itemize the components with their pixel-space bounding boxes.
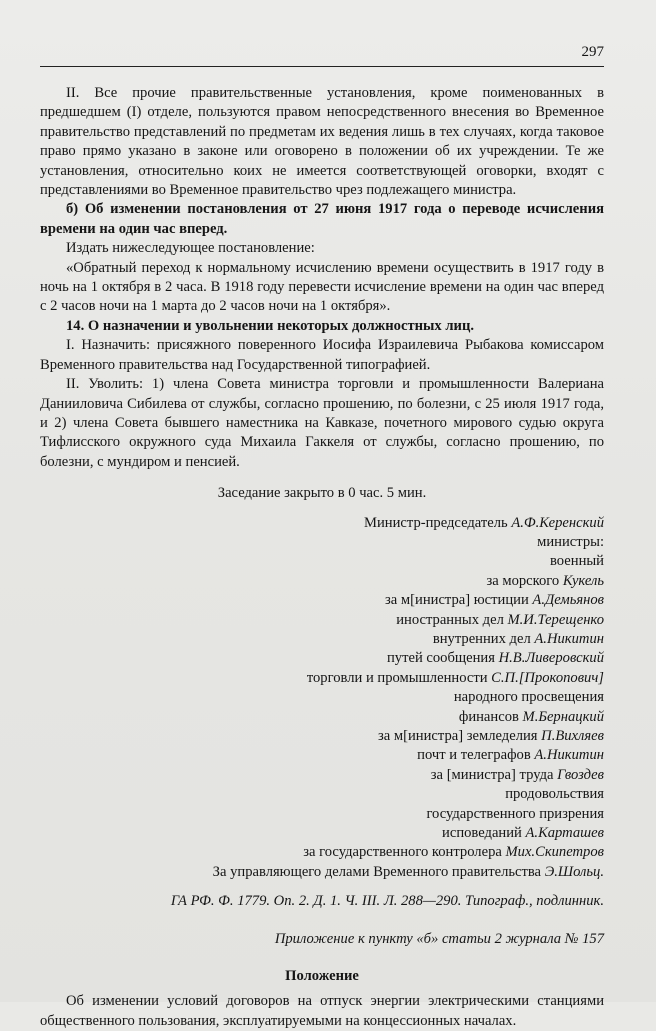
signature-block <box>40 514 604 883</box>
session-closed-line: Заседание закрыто в 0 час. 5 мин. <box>217 485 427 502</box>
signature-role: государственного призрения <box>426 805 604 822</box>
paragraph-dismiss: II. Уволить: 1) члена Совета министра торговли и промышленности Валериана Данииловича Сибилева от службы, согласно прошению, по болезни, с 25 июля 1917 года, и 2) члена Совета бывшего наместника на Кавказе, почетного мирового судью округа Тифлисского окружного суда Михаила Гаккеля от службы, согласно прошению, по болезни, с мундиром и пенсией. <box>40 376 604 470</box>
signature-name: А.Ф.Керенский <box>511 514 604 531</box>
signature-role: Министр-председатель <box>364 514 512 531</box>
signature-name: А.Карташев <box>525 825 604 842</box>
signature-role: иностранных дел <box>396 611 508 628</box>
signature-line <box>40 572 604 591</box>
signature-role: торговли и промышленности <box>306 669 492 686</box>
signature-line <box>40 708 604 727</box>
signature-role: за морского <box>486 572 563 589</box>
appendix-heading: Положение <box>285 968 359 985</box>
signature-line <box>40 766 604 785</box>
signature-line <box>40 805 604 824</box>
paragraph-resolution-intro: Издать нижеследующее постановление: <box>66 240 315 257</box>
signature-line <box>40 669 604 688</box>
signature-role: почт и телеграфов <box>417 747 535 764</box>
paragraph-appoint: I. Назначить: присяжного поверенного Иосифа Израилевича Рыбакова комиссаром Временного правительства над Государственной типографией. <box>40 337 604 373</box>
appendix-paragraph: Об изменении условий договоров на отпуск энергии электрическими станциями общественного пользования, эксплуатируемыми на концессионных началах. <box>40 993 604 1029</box>
signature-line <box>40 514 604 533</box>
signature-name: Гвоздев <box>557 766 604 783</box>
signature-line <box>40 611 604 630</box>
signature-line <box>40 843 604 862</box>
signature-name: Э.Шольц. <box>544 863 604 880</box>
signature-line <box>40 688 604 707</box>
signature-line <box>40 552 604 571</box>
signature-line <box>40 727 604 746</box>
paragraph-resolution-text: «Обратный переход к нормальному исчислению времени осуществить в 1917 году в ночь на 1 октября в 2 часа. В 1918 году перевести исчисление времени на один час вперед с 2 часов ночи на 1 марта до 2 часов ночи на 1 октября». <box>40 259 604 315</box>
signature-role: за [министра] труда <box>430 766 558 783</box>
signature-name: А.Никитин <box>534 747 604 764</box>
signature-role: народного просвещения <box>453 689 604 706</box>
signature-role: за м[инистра] земледелия <box>378 728 542 744</box>
signature-name: С.П.[Прокопович] <box>491 669 604 686</box>
signature-line <box>40 630 604 649</box>
signature-name: Н.В.Ливеровский <box>498 650 604 667</box>
page-number: 297 <box>581 44 604 60</box>
signature-role: финансов <box>458 708 523 725</box>
signature-name: М.И.Терещенко <box>507 611 604 628</box>
signature-name: Кукель <box>562 572 604 589</box>
signature-line <box>40 785 604 804</box>
signature-role: путей сообщения <box>386 650 499 667</box>
signature-role: внутренних дел <box>432 630 535 647</box>
paragraph-institutions: II. Все прочие правительственные установления, кроме поименованных в предшедшем (I) отделе, пользуются правом непосредственного внесения во Временное правительство представлений по предметам их ведения лишь в тех случаях, когда таковое право прямо указано в законе или оговорено в положении об их учреждении. Те же установления, относительно коих не имеется соответствующей оговорки, входят с представлениями во Временное правительство чрез подлежащего министра. <box>40 85 604 199</box>
signature-name: Мих.Скипетров <box>505 844 604 861</box>
signature-line <box>40 533 604 552</box>
signature-line <box>40 649 604 668</box>
signature-name: П.Вихляев <box>541 728 604 744</box>
signature-line <box>40 863 604 882</box>
signature-name: А.Демьянов <box>532 592 604 609</box>
appendix-reference: Приложение к пункту «б» статьи 2 журнала № 157 <box>274 930 604 947</box>
section-heading-appointments: 14. О назначении и увольнении некоторых должностных лиц. <box>66 317 475 334</box>
signature-role: за м[инистра] юстиции <box>385 592 533 609</box>
signature-role: военный <box>550 553 604 570</box>
signature-line <box>40 591 604 610</box>
signature-role: за государственного контролера <box>303 844 506 861</box>
signature-name: А.Никитин <box>534 630 604 647</box>
signature-line <box>40 746 604 765</box>
section-heading-time-change: б) Об изменении постановления от 27 июня 1917 года о переводе исчисления времени на один час вперед. <box>40 201 604 237</box>
signature-line <box>40 824 604 843</box>
signature-role: исповеданий <box>442 825 526 842</box>
document-body <box>40 84 604 1031</box>
archive-reference: ГА РФ. Ф. 1779. Оп. 2. Д. 1. Ч. III. Л. 288—290. Типограф., подлинник. <box>170 893 604 910</box>
signature-role: министры: <box>537 533 604 550</box>
signature-role: продовольствия <box>505 786 604 803</box>
signature-name: М.Бернацкий <box>522 708 604 725</box>
header-rule <box>40 66 604 67</box>
signature-role: За управляющего делами Временного правительства <box>212 863 545 880</box>
